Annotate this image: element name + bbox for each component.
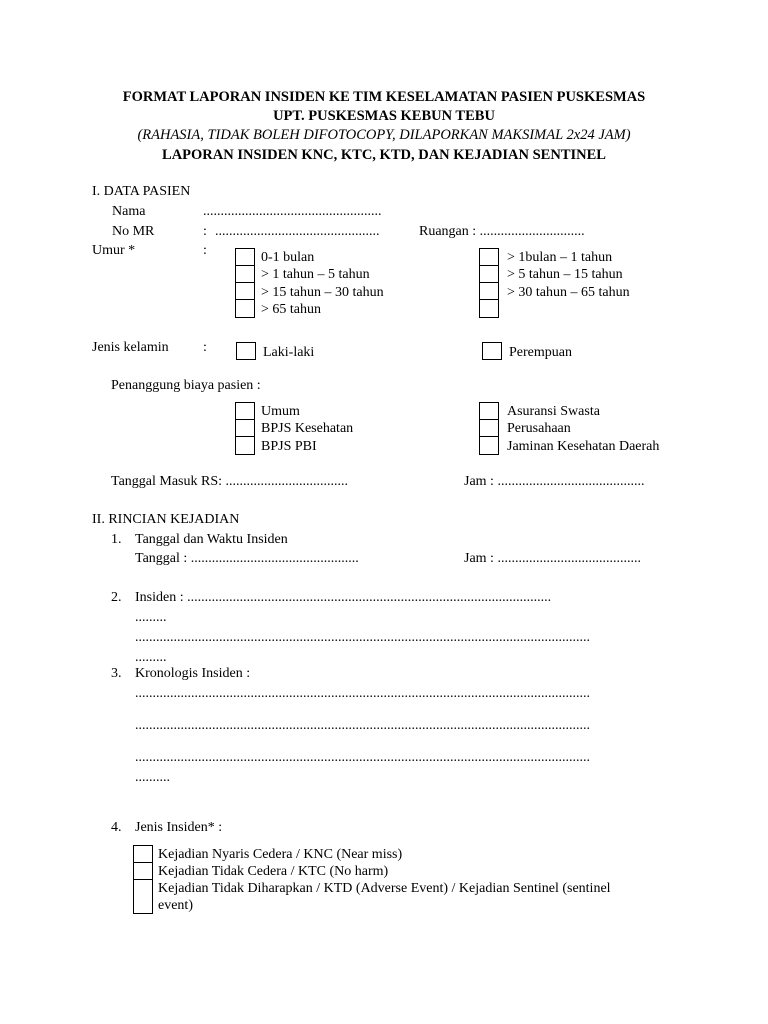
jenis-insiden-option: Kejadian Nyaris Cedera / KNC (Near miss) (158, 847, 403, 862)
male-label: Laki-laki (263, 345, 315, 360)
payer-option-label: Umum (261, 404, 300, 419)
payer-checkbox[interactable] (479, 419, 499, 437)
female-checkbox[interactable] (482, 342, 502, 360)
item-number: 3. (111, 666, 122, 681)
nomr-field[interactable]: ............................................... (215, 224, 380, 239)
umur-label: Umur * (92, 243, 136, 258)
form-title: FORMAT LAPORAN INSIDEN KE TIM KESELAMATAN PASIEN PUSKESMAS (122, 89, 646, 105)
payer-option-label: Perusahaan (507, 421, 571, 436)
kronologis-field[interactable]: .......... (135, 770, 170, 785)
age-checkbox[interactable] (479, 299, 499, 318)
nama-label: Nama (112, 204, 146, 219)
kronologis-field[interactable]: .................................................................................................................................. (135, 718, 590, 733)
age-checkbox[interactable] (479, 265, 499, 283)
age-checkbox[interactable] (235, 299, 255, 318)
ruangan-field[interactable]: Ruangan : .............................. (419, 224, 585, 239)
tanggal-masuk-field[interactable]: Tanggal Masuk RS: ................................... (111, 474, 349, 489)
jenis-insiden-option: Kejadian Tidak Cedera / KTC (No harm) (158, 864, 389, 879)
payer-option-label: BPJS Kesehatan (261, 421, 354, 436)
age-option-label: > 30 tahun – 65 tahun (507, 285, 630, 300)
item-number: 2. (111, 590, 122, 605)
payer-option-label: Asuransi Swasta (507, 404, 600, 419)
nomr-colon: : (203, 224, 207, 239)
age-option-label: > 5 tahun – 15 tahun (507, 267, 623, 282)
insiden-field-cont[interactable]: ......... (135, 650, 167, 665)
age-checkbox[interactable] (479, 282, 499, 300)
kronologis-field[interactable]: .................................................................................................................................. (135, 686, 590, 701)
gender-label: Jenis kelamin (92, 340, 169, 355)
kronologis-label: Kronologis Insiden : (135, 666, 251, 681)
insiden-field-cont[interactable]: ......... (135, 610, 167, 625)
insiden-field[interactable]: Insiden : ........................................................................................................ (135, 590, 552, 605)
payer-checkbox[interactable] (235, 419, 255, 437)
jenis-insiden-checkbox[interactable] (133, 845, 153, 863)
payer-checkbox[interactable] (235, 402, 255, 420)
kronologis-field[interactable]: .................................................................................................................................. (135, 750, 590, 765)
nomr-label: No MR (112, 224, 155, 239)
jenis-insiden-option-cont: event) (158, 898, 193, 913)
age-option-label: > 65 tahun (261, 302, 321, 317)
female-label: Perempuan (509, 345, 572, 360)
section-data-pasien-heading: I. DATA PASIEN (92, 184, 191, 199)
gender-colon: : (203, 340, 207, 355)
age-checkbox[interactable] (235, 248, 255, 266)
age-option-label: > 15 tahun – 30 tahun (261, 285, 384, 300)
jam-insiden-field[interactable]: Jam : ......................................... (464, 551, 641, 566)
insiden-field-cont[interactable]: .................................................................................................................................. (135, 630, 590, 645)
age-checkbox[interactable] (235, 282, 255, 300)
age-checkbox[interactable] (235, 265, 255, 283)
age-checkbox[interactable] (479, 248, 499, 266)
jenis-insiden-checkbox[interactable] (133, 862, 153, 880)
jenis-insiden-label: Jenis Insiden* : (135, 820, 223, 835)
tanggal-waktu-label: Tanggal dan Waktu Insiden (135, 532, 288, 547)
tanggal-insiden-field[interactable]: Tanggal : ................................................ (135, 551, 359, 566)
age-option-label: > 1 tahun – 5 tahun (261, 267, 370, 282)
item-number: 4. (111, 820, 122, 835)
jenis-insiden-checkbox[interactable] (133, 879, 153, 914)
section-rincian-heading: II. RINCIAN KEJADIAN (92, 512, 240, 527)
confidential-note: (RAHASIA, TIDAK BOLEH DIFOTOCOPY, DILAPORKAN MAKSIMAL 2x24 JAM) (137, 127, 631, 143)
jenis-insiden-option: Kejadian Tidak Diharapkan / KTD (Adverse Event) / Kejadian Sentinel (sentinel (158, 881, 611, 896)
jam-masuk-field[interactable]: Jam : .......................................... (464, 474, 645, 489)
payer-checkbox[interactable] (235, 436, 255, 455)
payer-label: Penanggung biaya pasien : (111, 378, 261, 393)
payer-checkbox[interactable] (479, 436, 499, 455)
umur-colon: : (203, 243, 207, 258)
male-checkbox[interactable] (236, 342, 256, 360)
payer-option-label: BPJS PBI (261, 439, 317, 454)
nama-field[interactable]: ................................................... (203, 204, 382, 219)
age-option-label: 0-1 bulan (261, 250, 315, 265)
report-subtitle: LAPORAN INSIDEN KNC, KTC, KTD, DAN KEJADIAN SENTINEL (162, 147, 606, 163)
age-option-label: > 1bulan – 1 tahun (507, 250, 613, 265)
payer-option-label: Jaminan Kesehatan Daerah (507, 439, 660, 454)
puskesmas-name: UPT. PUSKESMAS KEBUN TEBU (273, 108, 495, 124)
payer-checkbox[interactable] (479, 402, 499, 420)
item-number: 1. (111, 532, 122, 547)
